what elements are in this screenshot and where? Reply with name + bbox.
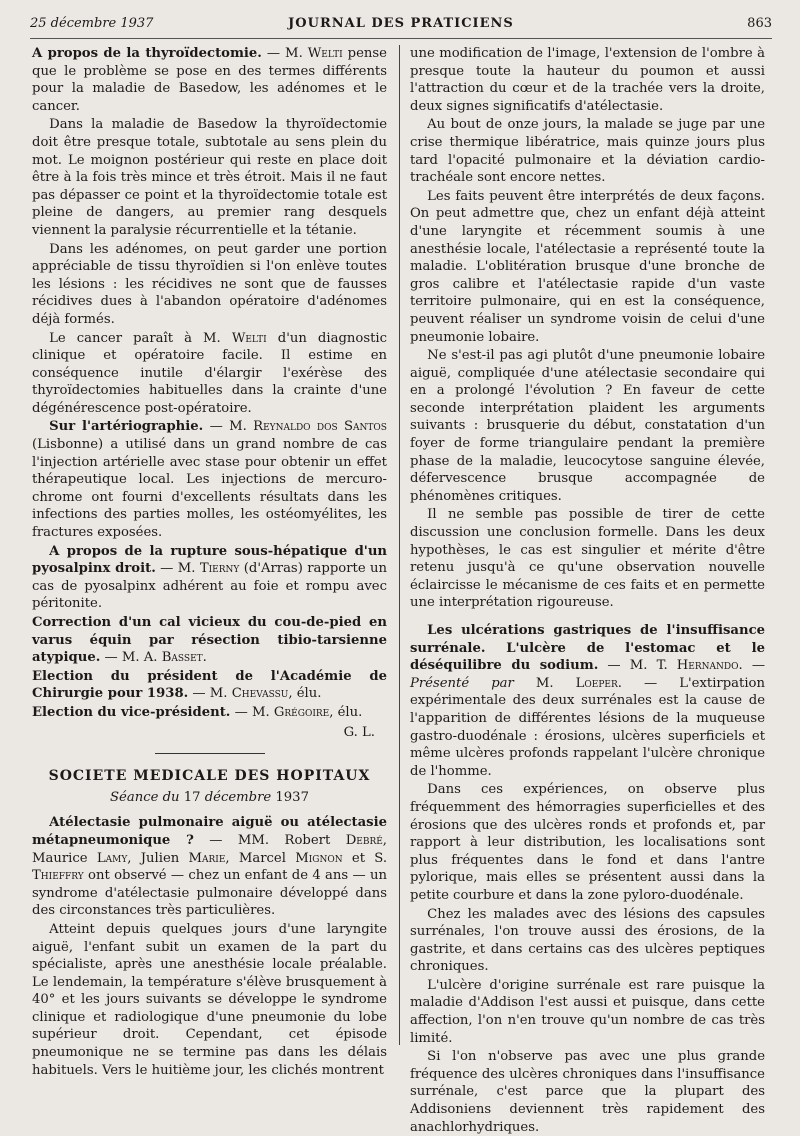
right-column bbox=[410, 45, 765, 1136]
text-span: 17 bbox=[183, 789, 201, 805]
author-name: Thieffry bbox=[32, 868, 84, 884]
left-column bbox=[32, 45, 387, 1136]
thyro-paragraph-4 bbox=[32, 330, 387, 418]
ulc-heading: Les ulcérations gastriques de l'insuffisance surrénale. L'ulcère de l'estomac et le déséquilibre du sodium. bbox=[410, 623, 765, 674]
right-paragraph-3: Les faits peuvent être interprétés de deux façons. On peut admettre que, chez un enfant déjà atteint d'une laryngite et récemment soumis à une anesthésie locale, l'atélectasie a représenté toute la maladie. L'oblitération brusque d'une bronche de gros calibre et l'atélectasie rapide d'un vaste territoire pulmonaire, qui en est la conséquence, peuvent réaliser un syndrome voisin de celui d'une pneumonie lobaire. bbox=[410, 188, 765, 345]
rupture-paragraph bbox=[32, 543, 387, 613]
author-name: Grégoire bbox=[273, 704, 330, 720]
ulc-paragraph-3: Chez les malades avec des lésions des capsules surrénales, l'on trouve aussi des érosions, de la gastrite, et dans certains cas des ulcères peptiques chroniques. bbox=[410, 906, 765, 975]
rupture-text: (d'Arras) rapporte un cas de pyosalpinx adhérent au foie et rompu avec péritonite. bbox=[32, 561, 387, 612]
right-paragraph-1: une modification de l'image, l'extension de l'ombre à presque toute la hauteur du poumon et aussi l'attraction du cœur et de la trachée vers la droite, deux signes significatifs d'atélectasie. bbox=[410, 46, 765, 114]
column-rule bbox=[399, 45, 400, 1045]
text-span: , élu. bbox=[329, 704, 363, 720]
cal-paragraph bbox=[32, 614, 387, 667]
signature-initials: G. L. bbox=[343, 724, 375, 740]
author-name: Reynaldo dos Santos bbox=[253, 419, 387, 435]
issue-date: 25 décembre 1937 bbox=[30, 16, 154, 31]
author-name: Welti bbox=[307, 46, 343, 61]
atel-heading: Atélectasie pulmonaire aiguë ou atélectasie métapneumonique ? bbox=[32, 815, 387, 848]
text-span: , Maurice bbox=[32, 832, 387, 866]
author-name: Debré bbox=[345, 832, 383, 848]
right-paragraph-5: Il ne semble pas possible de tirer de cette discussion une conclusion formelle. Dans les deux hypothèses, le cas est singulier et mérite d'être retenu jusqu'à ce qu'une observation nouvelle éclaircisse le mécanisme de ces faits et en permette une interprétation rigoureuse. bbox=[410, 507, 765, 611]
intro-text: — M. T. bbox=[598, 658, 677, 674]
presented-by: Présenté par bbox=[410, 675, 514, 691]
thyro-paragraph-3: Dans les adénomes, on peut garder une portion appréciable de tissu thyroïdien si l'on enlève toutes les lésions : les récidives ne sont que de fausses récidives dues à l'abandon opératoire d'adénomes déjà formés. bbox=[32, 241, 387, 327]
author-name: Tierny bbox=[199, 561, 240, 577]
seance-date bbox=[32, 789, 387, 807]
text-span: et S. bbox=[342, 850, 388, 866]
election-heading: Election du vice-président. bbox=[32, 704, 231, 720]
arterio-paragraph bbox=[32, 418, 387, 541]
text-span: , élu. bbox=[288, 686, 322, 702]
text-span: , Marcel bbox=[225, 850, 296, 866]
election-president-paragraph bbox=[32, 668, 387, 703]
intro-text: — M. bbox=[203, 419, 254, 435]
atel-paragraph bbox=[32, 814, 387, 920]
text-span: M. bbox=[513, 675, 576, 691]
author-name: Loeper bbox=[575, 675, 618, 691]
ulc-paragraph-4: L'ulcère d'origine surrénale est rare puisque la maladie d'Addison l'est aussi et puisque, dans cette affection, l'on n'en trouve qu'un nombre de cas très limité. bbox=[410, 977, 765, 1046]
text-span: , Julien bbox=[127, 850, 189, 866]
intro-text: — M. bbox=[188, 686, 232, 702]
atel-paragraph-2: Atteint depuis quelques jours d'une laryngite aiguë, l'enfant subit un examen de la part du spécialiste, après une anesthésie locale préalable. Le lendemain, la température s'élève brusquement à 40° et les jours suivants se développe le syndrome clinique et radiologique d'une pneumonie du lobe supérieur droit. Cependant, cet épisode pneumonique ne se termine pas dans les délais habituels. Vers le huitième jour, les clichés montrent bbox=[32, 921, 387, 1078]
cal-heading: Correction d'un cal vicieux du cou-de-pied en varus équin par résection tibio-tarsienne atypique. bbox=[32, 615, 387, 666]
author-name: Lamy bbox=[96, 850, 128, 866]
thyro-paragraph-2: Dans la maladie de Basedow la thyroïdectomie doit être presque totale, subtotale au sens plein du mot. Le moignon postérieur qui reste en place doit être à la fois très mince et très étroit. Mais il ne faut pas dépasser ce point et la thyroïdectomie totale est pleine de dangers, au premier rang desquels viennent la paralysie récurrentielle et la tétanie. bbox=[32, 117, 387, 238]
ulc-paragraph bbox=[410, 622, 765, 780]
intro-text: — M. bbox=[155, 561, 200, 577]
author-name: Chevassu bbox=[231, 686, 289, 702]
two-column-body bbox=[20, 45, 786, 1136]
intro-text: — MM. Robert bbox=[193, 832, 346, 848]
rupture-heading: A propos de la rupture sous-hépatique d'un pyosalpinx droit. bbox=[32, 543, 387, 577]
right-paragraph-2: Au bout de onze jours, la malade se juge par une crise thermique libératrice, mais quinze jours plus tard l'opacité pulmonaire et la déviation cardio-trachéale sont encore nettes. bbox=[410, 117, 765, 186]
ulc-paragraph-2: Dans ces expériences, on observe plus fréquemment des hémorragies superficielles et des érosions que des ulcères ronds et profonds et, par rapport à leur distribution, les localisations sont plus fréquentes dans le fond et dans l'antre pylorique, mais elles se présentent aussi dans la petite courbure et dans la zone pyloro-duodénale. bbox=[410, 782, 765, 903]
journal-title: JOURNAL DES PRATICIENS bbox=[288, 16, 514, 31]
society-heading: SOCIETE MEDICALE DES HOPITAUX bbox=[48, 768, 371, 785]
text-span: 1937 bbox=[275, 789, 309, 805]
text-span: . bbox=[202, 650, 207, 666]
intro-text: — M. A. bbox=[100, 650, 162, 666]
intro-text: — M. bbox=[261, 46, 308, 61]
text-span: décembre bbox=[200, 789, 276, 805]
text-span: Le cancer paraît à M. bbox=[49, 330, 232, 346]
thyro-text-1: pense que le problème se pose en des termes différents pour la maladie de Basedow, les adénomes et le cancer. bbox=[32, 46, 387, 114]
author-name: Mignon bbox=[295, 850, 343, 866]
section-divider bbox=[155, 753, 265, 754]
author-name: Hernando bbox=[676, 658, 739, 674]
author-name: Welti bbox=[231, 330, 267, 346]
thyro-paragraph bbox=[32, 45, 387, 115]
thyro-heading: A propos de la thyroïdectomie. bbox=[32, 46, 262, 61]
author-name: Basset bbox=[161, 650, 203, 666]
arterio-heading: Sur l'artériographie. bbox=[49, 419, 204, 435]
atel-text: ont observé — chez un enfant de 4 ans — un syndrome d'atélectasie pulmonaire développé dans des circonstances très particulières. bbox=[32, 868, 387, 919]
election-heading: Election du président de l'Académie de Chirurgie pour 1938. bbox=[32, 668, 387, 702]
text-span: Séance du bbox=[110, 789, 184, 805]
election-vice-paragraph bbox=[32, 704, 387, 722]
right-paragraph-4: Ne s'est-il pas agi plutôt d'une pneumonie lobaire aiguë, compliquée d'une atélectasie secondaire qui en a prolongé l'évolution ? En faveur de cette seconde interprétation plaident les arguments suivants : brusquerie du début, constatation d'un foyer de forme triangulaire pendant la première phase de la maladie, leucocytose sanguine élevée, défervescence brusque accompagnée de phénomènes critiques. bbox=[410, 348, 765, 504]
arterio-text: (Lisbonne) a utilisé dans un grand nombre de cas l'injection artérielle avec stase pour obtenir un effet thérapeutique local. Les injections de mercuro-chrome ont fourni d'excellents résultats dans les infections des parties molles, les ostéomyélites, les fractures exposées. bbox=[32, 437, 387, 541]
page-number: 863 bbox=[747, 16, 772, 31]
running-head bbox=[30, 14, 772, 39]
text-span: d'un diagnostic clinique et opératoire facile. Il estime en conséquence inutile d'élargir l'exérèse des thyroïdectomies habituelles dans la crainte d'une dégénérescence post-opératoire. bbox=[32, 330, 387, 416]
ulc-text: . — L'extirpation expérimentale des deux surrénales est la cause de l'apparition de différentes lésions de la muqueuse gastro-duodénale : érosions, ulcères superficiels et même ulcères profonds rappelant l'ulcère chronique de l'homme. bbox=[410, 675, 765, 779]
ulc-paragraph-5: Si l'on n'observe pas avec une plus grande fréquence des ulcères chroniques dans l'insuffisance surrénale, c'est parce que la plupart des Addisoniens deviennent très rapidement des anachlorhydriques. bbox=[410, 1049, 765, 1135]
author-name: Marie bbox=[188, 850, 226, 866]
text-span: . — bbox=[738, 658, 765, 674]
intro-text: — M. bbox=[230, 704, 274, 720]
